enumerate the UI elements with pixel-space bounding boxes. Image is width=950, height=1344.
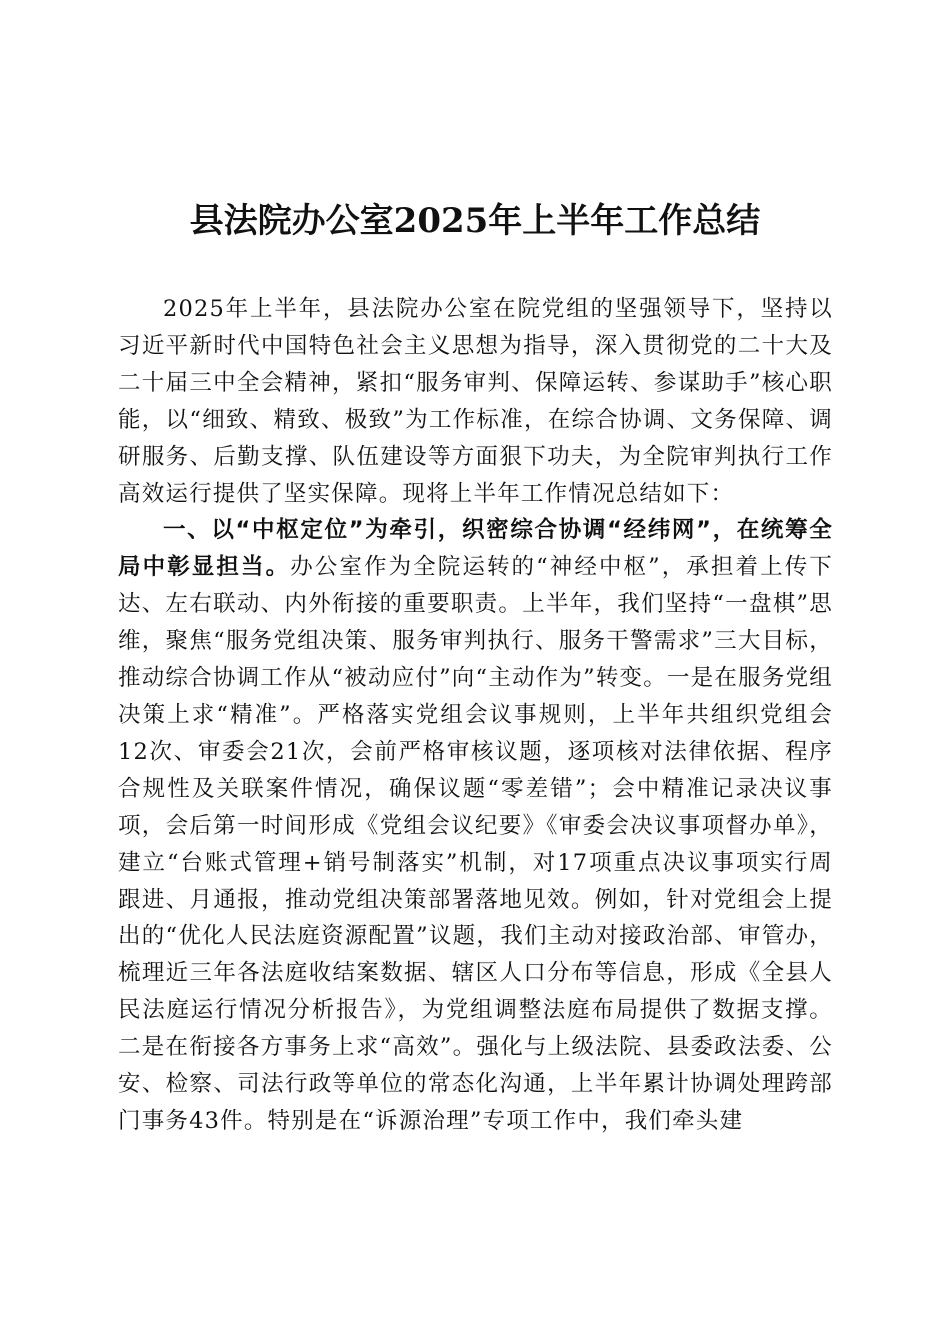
section-1-body: 办公室作为全院运转的“神经中枢”，承担着上传下达、左右联动、内外衔接的重要职责。上半年，我们坚持“一盘棋”思维，聚焦“服务党组决策、服务审判执行、服务干警需求”三大目标，推动综合协调工作从“被动应付”向“主动作为”转变。一是在服务党组决策上求“精准”。严格落实党组会议事规则，上半年共组织党组会12次、审委会21次，会前严格审核议题，逐项核对法律依据、程序合规性及关联案件情况，确保议题“零差错”；会中精准记录决议事项，会后第一时间形成《党组会议纪要》《审委会决议事项督办单》，建立“台账式管理+销号制落实”机制，对17项重点决议事项实行周跟进、月通报，推动党组决策部署落地见效。例如，针对党组会上提出的“优化人民法庭资源配置”议题，我们主动对接政治部、审管办，梳理近三年各法庭收结案数据、辖区人口分布等信息，形成《全县人民法庭运行情况分析报告》，为党组调整法庭布局提供了数据支撑。二是在衔接各方事务上求“高效”。强化与上级法院、县委政法委、公安、检察、司法行政等单位的常态化沟通，上半年累计协调处理跨部门事务43件。特别是在“诉源治理”专项工作中，我们牵头建 (118, 554, 834, 1134)
intro-paragraph: 2025年上半年，县法院办公室在院党组的坚强领导下，坚持以习近平新时代中国特色社会主义思想为指导，深入贯彻党的二十大及二十届三中全会精神，紧扣“服务审判、保障运转、参谋助手”核心职能，以“细致、精致、极致”为工作标准，在综合协调、文务保障、调研服务、后勤支撑、队伍建设等方面狠下功夫，为全院审判执行工作高效运行提供了坚实保障。现将上半年工作情况总结如下： (118, 296, 833, 507)
section-1-heading: 一、以“中枢定位”为牵引，织密综合协调“经纬网”，在统筹全局中彰显担当。 (118, 517, 833, 581)
section-1-paragraph (118, 512, 833, 1139)
document-body (118, 291, 833, 1140)
document-title: 县法院办公室2025年上半年工作总结 (189, 201, 761, 241)
